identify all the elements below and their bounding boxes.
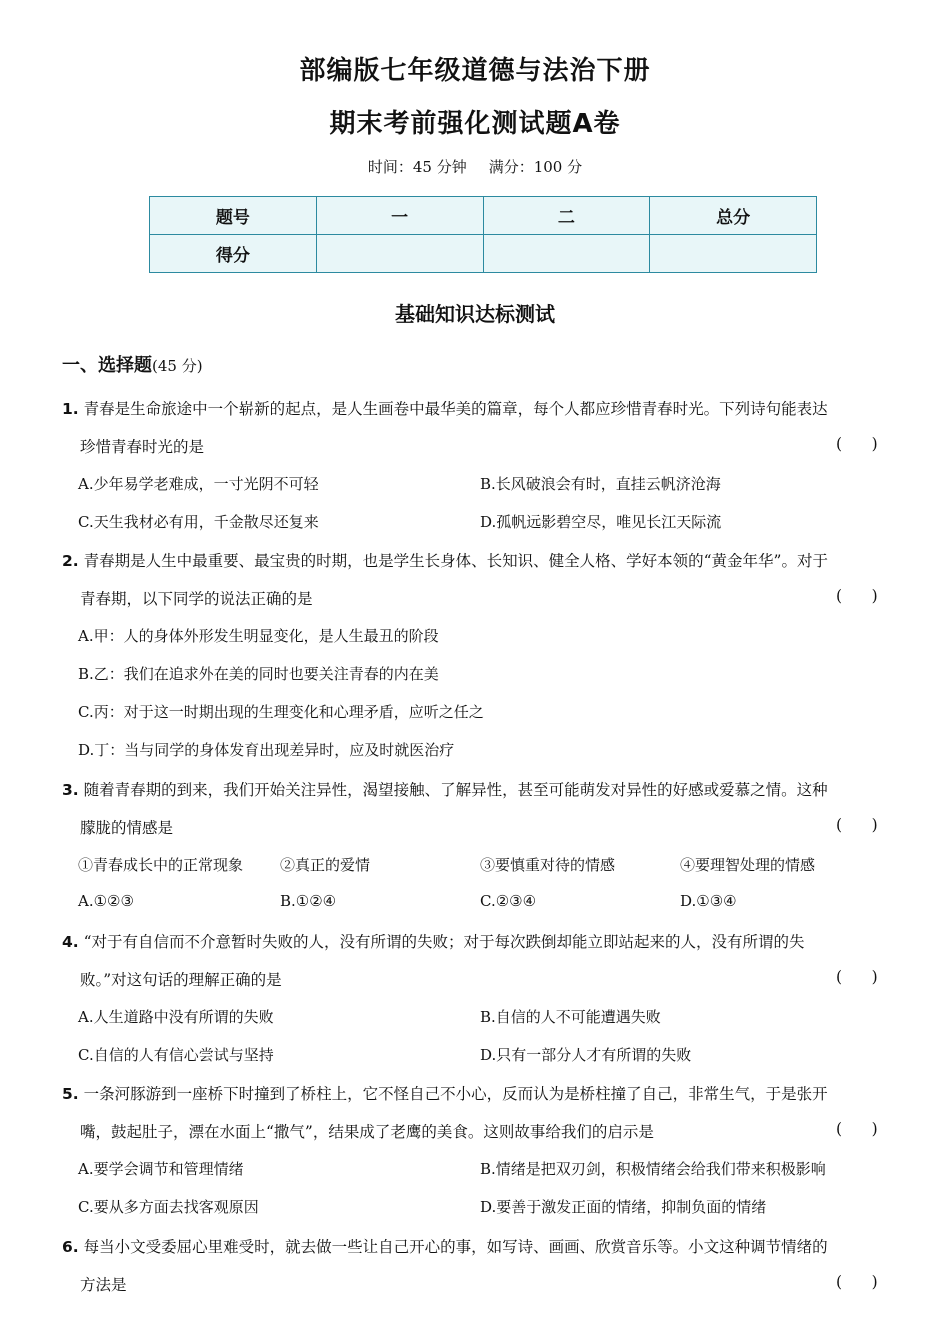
exam-meta <box>0 156 950 177</box>
question-text: 一条河豚游到一座桥下时撞到了桥柱上，它不怪自己不小心，反而认为是桥柱撞了自己，非常生气，于是张开 <box>83 1085 828 1103</box>
option-b: B.长风破浪会有时，直挂云帆济沧海 <box>480 475 721 493</box>
exam-time: 时间：45 分钟 <box>367 158 467 176</box>
question-4-line-2: 败。”对这句话的理解正确的是 <box>80 971 282 989</box>
part-title <box>62 351 203 377</box>
statement-4: ④要理智处理的情感 <box>680 856 816 874</box>
question-text: 青春是生命旅途中一个崭新的起点，是人生画卷中最华美的篇章，每个人都应珍惜青春时光。下列诗句能表达 <box>83 400 828 418</box>
question-3-line-1 <box>62 778 828 800</box>
option-d: D.孤帆远影碧空尽，唯见长江天际流 <box>480 513 722 531</box>
option-b: B.乙：我们在追求外在美的同时也要关注青春的内在美 <box>78 665 439 683</box>
option-a: A.少年易学老难成，一寸光阴不可轻 <box>78 475 319 493</box>
question-5-line-2: 嘴，鼓起肚子，漂在水面上“撒气”，结果成了老鹰的美食。这则故事给我们的启示是 <box>80 1123 654 1141</box>
option-a: A.甲：人的身体外形发生明显变化，是人生最丑的阶段 <box>78 627 439 645</box>
score-cell: 得分 <box>150 235 317 273</box>
question-text: 青春期是人生中最重要、最宝贵的时期，也是学生长身体、长知识、健全人格、学好本领的“黄金年华”。对于 <box>83 552 828 570</box>
option-c: C.要从多方面去找客观原因 <box>78 1198 259 1216</box>
question-text: “对于有自信而不介意暂时失败的人，没有所谓的失败；对于每次跌倒却能立即站起来的人，没有所谓的失 <box>83 933 805 951</box>
option-d: D.①③④ <box>680 892 737 910</box>
answer-bracket: ( ) <box>836 968 878 986</box>
score-cell: 二 <box>483 197 650 235</box>
answer-bracket: ( ) <box>836 435 878 453</box>
question-text: 随着青春期的到来，我们开始关注异性，渴望接触、了解异性，甚至可能萌发对异性的好感或爱慕之情。这种 <box>83 781 828 799</box>
question-1-line-1 <box>62 397 828 419</box>
score-table <box>149 196 817 273</box>
statement-2: ②真正的爱情 <box>280 856 371 874</box>
question-number: 6. <box>62 1238 79 1256</box>
question-number: 4. <box>62 933 79 951</box>
score-cell: 一 <box>316 197 483 235</box>
score-cell-blank <box>650 235 817 273</box>
option-a: A.人生道路中没有所谓的失败 <box>78 1008 274 1026</box>
answer-bracket: ( ) <box>836 1273 878 1291</box>
option-a: A.①②③ <box>78 892 134 910</box>
score-cell-blank <box>316 235 483 273</box>
title-line-1: 部编版七年级道德与法治下册 <box>299 56 651 86</box>
exam-full-score: 满分：100 分 <box>488 158 583 176</box>
section-title: 基础知识达标测试 <box>395 302 555 326</box>
question-4-line-1 <box>62 930 805 952</box>
answer-bracket: ( ) <box>836 1120 878 1138</box>
score-table-score-row <box>150 235 817 273</box>
part-points: (45 分) <box>152 357 203 375</box>
title-line-2: 期末考前强化测试题A卷 <box>329 109 621 139</box>
question-number: 1. <box>62 400 79 418</box>
question-text: 每当小文受委屈心里难受时，就去做一些让自己开心的事，如写诗、画画、欣赏音乐等。小文这种调节情绪的 <box>83 1238 828 1256</box>
score-cell: 题号 <box>150 197 317 235</box>
option-d: D.要善于激发正面的情绪，抑制负面的情绪 <box>480 1198 767 1216</box>
question-6-line-2: 方法是 <box>80 1276 127 1294</box>
option-b: B.①②④ <box>280 892 337 910</box>
option-c: C.自信的人有信心尝试与坚持 <box>78 1046 274 1064</box>
option-d: D.只有一部分人才有所谓的失败 <box>480 1046 692 1064</box>
option-b: B.情绪是把双刃剑，积极情绪会给我们带来积极影响 <box>480 1160 826 1178</box>
part-title-label: 一、选择题 <box>62 355 152 376</box>
option-c: C.丙：对于这一时期出现的生理变化和心理矛盾，应听之任之 <box>78 703 484 721</box>
option-b: B.自信的人不可能遭遇失败 <box>480 1008 661 1026</box>
score-cell-blank <box>483 235 650 273</box>
question-5-line-1 <box>62 1082 828 1104</box>
option-a: A.要学会调节和管理情绪 <box>78 1160 244 1178</box>
question-number: 2. <box>62 552 79 570</box>
statement-3: ③要慎重对待的情感 <box>480 856 616 874</box>
answer-bracket: ( ) <box>836 587 878 605</box>
question-1-line-2: 珍惜青春时光的是 <box>80 438 205 456</box>
question-number: 5. <box>62 1085 79 1103</box>
question-6-line-1 <box>62 1235 828 1257</box>
option-c: C.天生我材必有用，千金散尽还复来 <box>78 513 319 531</box>
option-c: C.②③④ <box>480 892 537 910</box>
question-2-line-1 <box>62 549 828 571</box>
question-3-line-2: 朦胧的情感是 <box>80 819 174 837</box>
question-number: 3. <box>62 781 79 799</box>
score-table-header-row <box>150 197 817 235</box>
score-cell: 总分 <box>650 197 817 235</box>
answer-bracket: ( ) <box>836 816 878 834</box>
option-d: D.丁：当与同学的身体发育出现差异时，应及时就医治疗 <box>78 741 455 759</box>
question-2-line-2: 青春期，以下同学的说法正确的是 <box>80 590 313 608</box>
statement-1: ①青春成长中的正常现象 <box>78 856 244 874</box>
